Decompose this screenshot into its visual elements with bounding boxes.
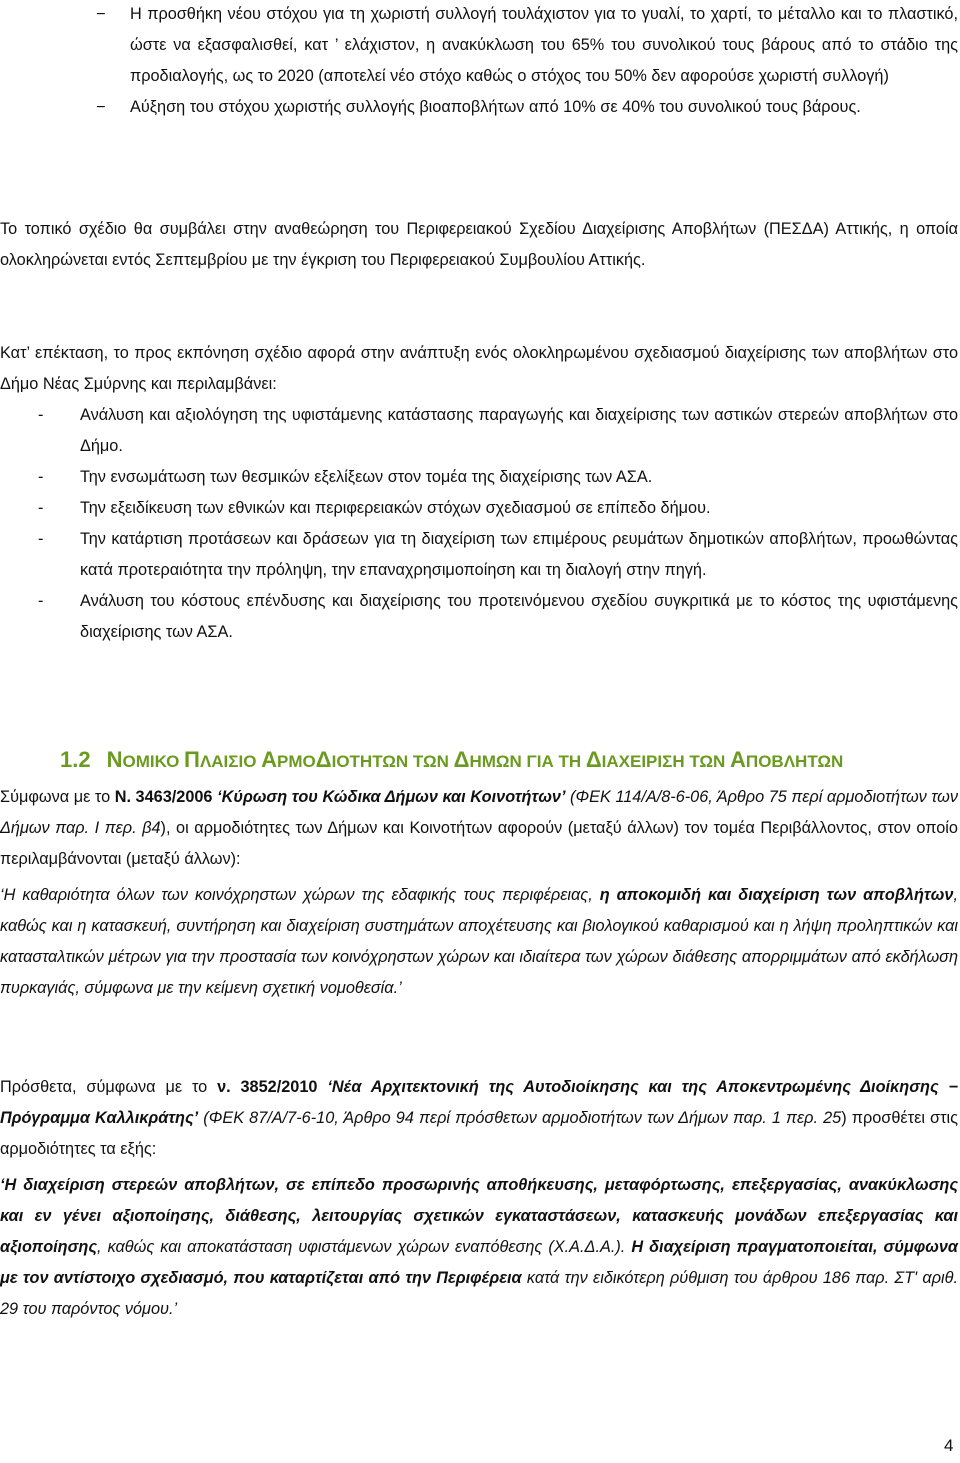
paragraph-text: Σύμφωνα με το Ν. 3463/2006 ‘Κύρωση του Κώδικα Δήμων και Κοινοτήτων’ (ΦΕΚ 114/Α/8-6-06, Άρθρο 75 περί αρμοδιοτήτων των Δήμων παρ. Ι περ. β4), οι αρμοδιότητες των Δήμων και Κοινοτήτων αφορούν (μεταξύ άλλων) τον τομέα Περιβάλλοντος, στον οποίο περιλαμβάνονται (μεταξύ άλλων): [0,788,958,868]
law-number: ν. 3852/2010 [217,1078,318,1096]
list-item-text: Την εξειδίκευση των εθνικών και περιφερειακών στόχων σχεδιασμού σε επίπεδο δήμου. [80,499,711,517]
paragraph-law-3463 [0,782,958,875]
law-reference: (ΦΕΚ 87/Α/7-6-10, Άρθρο 94 περί πρόσθετων αρμοδιοτήτων των Δήμων παρ. 1 περ. 25 [198,1109,842,1127]
bullet-dash: - [38,406,44,424]
list-item-text: Η προσθήκη νέου στόχου για τη χωριστή συλλογή τουλάχιστον για το γυαλί, το χαρτί, το μέταλλο και το πλαστικό, ώστε να εξασφαλισθεί, κατ ’ ελάχιστον, η ανακύκλωση του 65% του συνολικού τους βάρους από το στάδιο της προδιαλογής, ως το 2020 (αποτελεί νέο στόχο καθώς ο στόχος του 50% δεν αφορούσε χωριστή συλλογή) [130,5,958,85]
quote-text: ‘Η διαχείριση στερεών αποβλήτων, σε επίπεδο προσωρινής αποθήκευσης, μεταφόρτωσης, επεξεργασίας, ανακύκλωσης και εν γένει αξιοποίησης, διάθεσης, λειτουργίας σχετικών εγκαταστάσεων, κατασκευής μονάδων επεξεργασίας και αξιοποίησης, καθώς και αποκατάσταση υφιστάμενων χώρων εναπόθεσης (Χ.Α.Δ.Α.). Η διαχείριση πραγματοποιείται, σύμφωνα με τον αντίστοιχο σχεδιασμό, που καταρτίζεται από την Περιφέρεια κατά την ειδικότερη ρύθμιση του άρθρου 186 παρ. ΣΤ' αριθ. 29 του παρόντος νόμου.’ [0,1176,959,1318]
list-item-text: Την ενσωμάτωση των θεσμικών εξελίξεων στον τομέα της διαχείρισης των ΑΣΑ. [80,468,653,486]
list-item [0,0,958,92]
list-item [0,586,958,648]
bullet-dash: − [96,5,106,23]
section-title: ΝΟΜΙΚΟ ΠΛΑΙΣΙΟ ΑΡΜΟΔΙΟΤΗΤΩΝ ΤΩΝ ΔΗΜΩΝ ΓΙΑ ΤΗ ΔΙΑΧΕΙΡΙΣΗ ΤΩΝ ΑΠΟΒΛΗΤΩΝ [106,747,844,772]
paragraph-law-3852 [0,1072,958,1165]
list-item-text: Ανάλυση του κόστους επένδυσης και διαχείρισης του προτεινόμενου σχεδίου συγκριτικά με το κόστος της υφιστάμενης διαχείρισης των ΑΣΑ. [80,592,958,641]
list-item-text: Ανάλυση και αξιολόγηση της υφιστάμενης κατάστασης παραγωγής και διαχείρισης των αστικών στερεών αποβλήτων στο Δήμο. [80,406,958,455]
paragraph-extension [0,338,958,400]
law-title: Κύρωση του Κώδικα Δήμων και Κοινοτήτων’ [221,788,566,806]
paragraph-pesda [0,214,958,276]
law-reference: (ΦΕΚ 114/Α/8-6-06, Άρθρο 75 περί αρμοδιοτήτων των Δήμων παρ. Ι περ. β4 [0,788,958,837]
list-item-text: Την κατάρτιση προτάσεων και δράσεων για τη διαχείριση των επιμέρους ρευμάτων δημοτικών αποβλήτων, προωθώντας κατά προτεραιότητα την πρόληψη, την επαναχρησιμοποίηση και τη διαλογή στην πηγή. [80,530,958,579]
list-item [0,92,958,123]
law-number: Ν. 3463/2006 [114,788,213,806]
bullet-dash: - [38,592,44,610]
paragraph-text: Το τοπικό σχέδιο θα συμβάλει στην αναθεώρηση του Περιφερειακού Σχεδίου Διαχείρισης Αποβλήτων (ΠΕΣΔΑ) Αττικής, η οποία ολοκληρώνεται εντός Σεπτεμβρίου με την έγκριση του Περιφερειακού Συμβουλίου Αττικής. [0,220,958,269]
quote-law-3463 [0,880,958,1004]
law-title: ‘Νέα Αρχιτεκτονική της Αυτοδιοίκησης και της Αποκεντρωμένης Διοίκησης − Πρόγραμμα Καλλικράτης’ [0,1078,958,1127]
bullet-dash: - [38,499,44,517]
list-item [0,524,958,586]
paragraph-text: Κατ’ επέκταση, το προς εκπόνηση σχέδιο αφορά στην ανάπτυξη ενός ολοκληρωμένου σχεδιασμού διαχείρισης των αποβλήτων στο Δήμο Νέας Σμύρνης και περιλαμβάνει: [0,344,958,393]
list-item-text: Αύξηση του στόχου χωριστής συλλογής βιοαποβλήτων από 10% σε 40% του συνολικού τους βάρους. [130,98,861,116]
section-number: 1.2 [60,747,91,772]
paragraph-text: Πρόσθετα, σύμφωνα με το ν. 3852/2010 ‘Νέα Αρχιτεκτονική της Αυτοδιοίκησης και της Αποκεντρωμένης Διοίκησης − Πρόγραμμα Καλλικράτης’ (ΦΕΚ 87/Α/7-6-10, Άρθρο 94 περί πρόσθετων αρμοδιοτήτων των Δήμων παρ. 1 περ. 25) προσθέτει στις αρμοδιότητες τα εξής: [0,1078,959,1158]
quote-text: ‘Η καθαριότητα όλων των κοινόχρηστων χώρων της εδαφικής τους περιφέρειας, η αποκομιδή και διαχείριση των αποβλήτων, καθώς και η κατασκευή, συντήρηση και διαχείριση συστημάτων αποχέτευσης και βιολογικού καθαρισμού και η λήψη προληπτικών και κατασταλτικών μέτρων για την προστασία των κοινόχρηστων χώρων και ιδιαίτερα των χώρων διάθεσης απορριμμάτων από εκδήλωση πυρκαγιάς, σύμφωνα με την κείμενη σχετική νομοθεσία.’ [0,886,958,997]
list-item [0,462,958,493]
page-number: 4 [944,1436,954,1455]
quote-law-3852 [0,1170,958,1325]
scope-dash-list [0,400,958,648]
list-item [0,400,958,462]
list-item [0,493,958,524]
bullet-dash: − [96,98,106,116]
top-bullet-list [0,0,958,123]
bullet-dash: - [38,530,44,548]
section-heading [0,740,958,782]
bullet-dash: - [38,468,44,486]
